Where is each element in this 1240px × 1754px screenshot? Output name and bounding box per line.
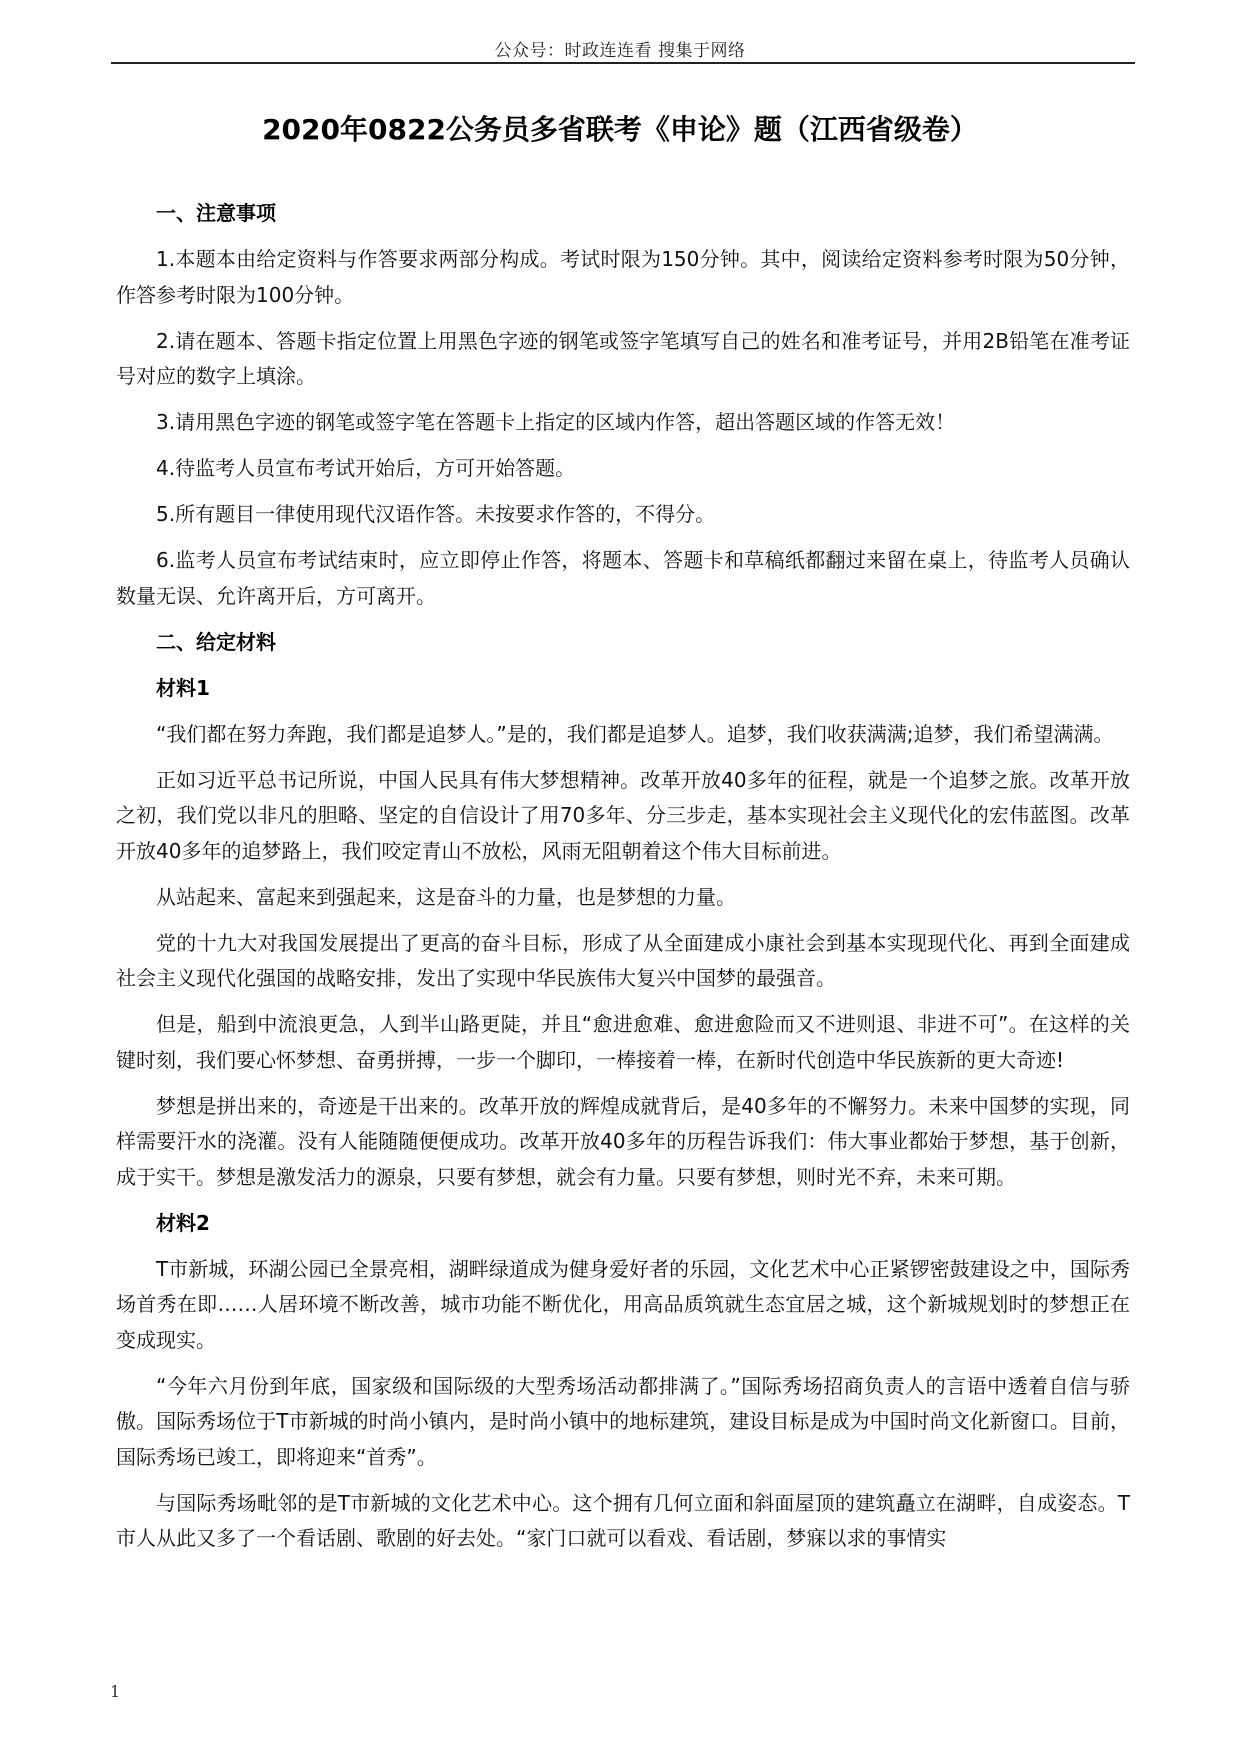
section-heading: 材料2 [156, 1210, 210, 1235]
body-paragraph: 4.待监考人员宣布考试开始后，方可开始答题。 [156, 456, 576, 480]
body-paragraph: 5.所有题目一律使用现代汉语作答。未按要求作答的，不得分。 [156, 502, 716, 526]
body-paragraph: “我们都在努力奔跑，我们都是追梦人。”是的，我们都是追梦人。追梦，我们收获满满;追梦，我们希望满满。 [156, 721, 1114, 746]
body-paragraph: 与国际秀场毗邻的是T市新城的文化艺术中心。这个拥有几何立面和斜面屋顶的建筑矗立在湖畔，自成姿态。T市人从此又多了一个看话剧、歌剧的好去处。“家门口就可以看戏、看话剧，梦寐以求的事情实 [116, 1490, 1130, 1550]
body-paragraph: 从站起来、富起来到强起来，这是奋斗的力量，也是梦想的力量。 [156, 884, 736, 909]
body-paragraph: 梦想是拼出来的，奇迹是干出来的。改革开放的辉煌成就背后，是40多年的不懈努力。未来中国梦的实现，同样需要汗水的浇灌。没有人能随随便便成功。改革开放40多年的历程告诉我们：伟大事业都始于梦想，基于创新，成于实干。梦想是激发活力的源泉，只要有梦想，就会有力量。只要有梦想，则时光不弃，未来可期。 [116, 1093, 1130, 1189]
document-body [116, 196, 1130, 1567]
body-paragraph: “今年六月份到年底，国家级和国际级的大型秀场活动都排满了。”国际秀场招商负责人的言语中透着自信与骄傲。国际秀场位于T市新城的时尚小镇内，是时尚小镇中的地标建筑，建设目标是成为中国时尚文化新窗口。目前，国际秀场已竣工，即将迎来“首秀”。 [116, 1373, 1130, 1469]
section-heading: 二、给定材料 [156, 629, 276, 654]
section-heading: 材料1 [156, 675, 210, 700]
header-divider [111, 62, 1135, 64]
body-paragraph: 党的十九大对我国发展提出了更高的奋斗目标，形成了从全面建成小康社会到基本实现现代化、再到全面建成社会主义现代化强国的战略安排，发出了实现中华民族伟大复兴中国梦的最强音。 [116, 930, 1130, 990]
body-paragraph: 2.请在题本、答题卡指定位置上用黑色字迹的钢笔或签字笔填写自己的姓名和准考证号，并用2B铅笔在准考证号对应的数字上填涂。 [116, 328, 1130, 388]
page-header: 公众号：时政连连看 搜集于网络 [494, 41, 746, 61]
body-paragraph: 1.本题本由给定资料与作答要求两部分构成。考试时限为150分钟。其中，阅读给定资料参考时限为50分钟，作答参考时限为100分钟。 [116, 247, 1130, 307]
body-paragraph: T市新城，环湖公园已全景亮相，湖畔绿道成为健身爱好者的乐园，文化艺术中心正紧锣密鼓建设之中，国际秀场首秀在即……人居环境不断改善，城市功能不断优化，用高品质筑就生态宜居之城，这个新城规划时的梦想正在变成现实。 [116, 1256, 1130, 1352]
body-paragraph: 但是，船到中流浪更急，人到半山路更陡，并且“愈进愈难、愈进愈险而又不进则退、非进不可”。在这样的关键时刻，我们要心怀梦想、奋勇拼搏，一步一个脚印，一棒接着一棒，在新时代创造中华民族新的更大奇迹! [116, 1012, 1130, 1072]
body-paragraph: 6.监考人员宣布考试结束时，应立即停止作答，将题本、答题卡和草稿纸都翻过来留在桌上，待监考人员确认数量无误、允许离开后，方可离开。 [116, 548, 1130, 608]
body-paragraph: 3.请用黑色字迹的钢笔或签字笔在答题卡上指定的区域内作答，超出答题区域的作答无效！ [156, 410, 956, 434]
section-heading: 一、注意事项 [156, 201, 276, 225]
page-number: 1 [110, 1682, 121, 1701]
document-title: 2020年0822公务员多省联考《申论》题（江西省级卷） [262, 113, 978, 146]
body-paragraph: 正如习近平总书记所说，中国人民具有伟大梦想精神。改革开放40多年的征程，就是一个追梦之旅。改革开放之初，我们党以非凡的胆略、坚定的自信设计了用70多年、分三步走，基本实现社会主义现代化的宏伟蓝图。改革开放40多年的追梦路上，我们咬定青山不放松，风雨无阻朝着这个伟大目标前进。 [116, 767, 1130, 863]
